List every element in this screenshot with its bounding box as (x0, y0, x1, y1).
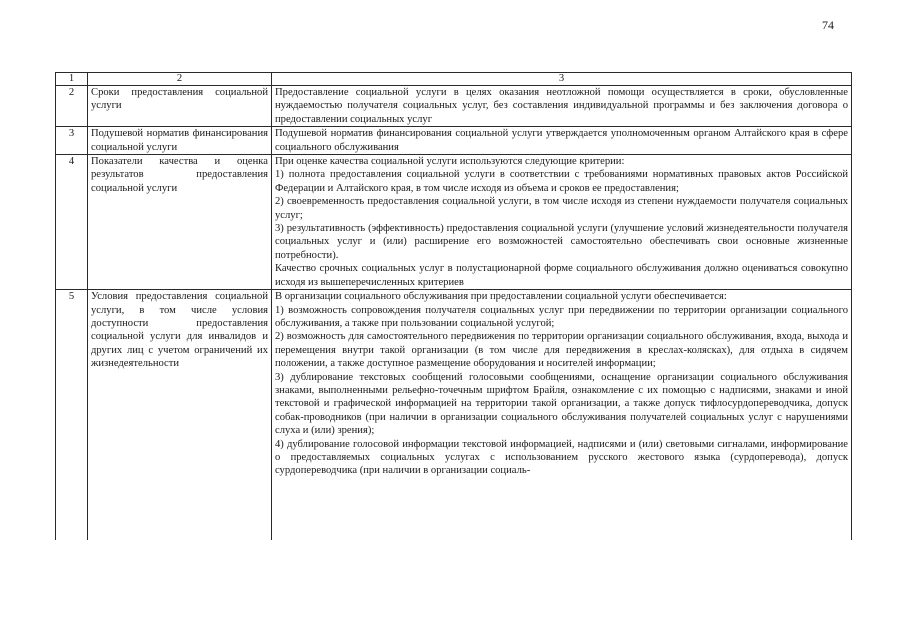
row-number: 3 (56, 127, 88, 155)
description-paragraph: При оценке качества социальной услуги используются следующие критерии: (275, 156, 625, 168)
table-row (56, 155, 852, 290)
row-name: Условия предоставления социальной услуги, в том числе условия доступности предоставления социальной услуги для инвалидов и других лиц с учетом ограничений их жизнедеятельности (88, 290, 272, 541)
row-name: Сроки предоставления социальной услуги (88, 86, 272, 127)
description-paragraph: Качество срочных социальных услуг в полустационарной форме социального обслуживания должно оцениваться совокупно исходя из вышеперечисленных критериев (275, 263, 848, 288)
header-cell-2: 2 (88, 73, 272, 86)
description-paragraph: 1) возможность сопровождения получателя социальных услуг при передвижении по территории организации социального обслуживания, а также при пользовании социальной услугой; (275, 304, 848, 329)
description-paragraph: Предоставление социальной услуги в целях оказания неотложной помощи осуществляется в сроки, обусловленные нуждаемостью получателя социальных услуг, без составления индивидуальной программы и без заключения договора о предоставлении социальных услуг (275, 87, 848, 125)
table-row (56, 290, 852, 541)
row-name: Подушевой норматив финансирования социальной услуги (88, 127, 272, 155)
row-description (272, 86, 852, 127)
row-name: Показатели качества и оценка результатов предоставления социальной услуги (88, 155, 272, 290)
row-number: 2 (56, 86, 88, 127)
description-clip (275, 290, 848, 540)
row-number: 5 (56, 290, 88, 541)
page-number: 74 (822, 18, 834, 32)
description-paragraph: 3) дублирование текстовых сообщений голосовыми сообщениями, оснащение организации социального обслуживания знаками, выполненными рельефно-точечным шрифтом Брайля, ознакомление с их помощью с надписями, знаками и иной текстовой и графической информацией на территории такой организации, а также допуск тифлосурдопереводчика, допуск собак-проводников (при наличии в организации социального обслуживания получателей социальных услуг с нарушениями слуха и (или) зрения); (275, 371, 848, 437)
row-description (272, 155, 852, 290)
description-paragraph: 4) дублирование голосовой информации текстовой информацией, надписями и (или) световыми сигналами, информирование о предоставляемых социальных услугах с использованием русского жестового языка (сурдоперевода), допуск сурдопереводчика (при наличии в организации социаль- (275, 438, 848, 477)
row-description (272, 290, 852, 541)
header-cell-3: 3 (272, 73, 852, 86)
table-row (56, 127, 852, 155)
table-header-row (56, 73, 852, 86)
header-cell-1: 1 (56, 73, 88, 86)
description-paragraph: 2) возможность для самостоятельного передвижения по территории организации социального обслуживания, входа, выхода и перемещения внутри такой организации (в том числе для передвижения в креслах-колясках), для отдыха в сидячем положении, а также доступное размещение оборудования и носителей информации; (275, 331, 848, 370)
description-paragraph: 1) полнота предоставления социальной услуги в соответствии с требованиями нормативных правовых актов Российской Федерации и Алтайского края, в том числе исходя из объема и сроков ее предоставления; (275, 169, 848, 194)
description-paragraph: Подушевой норматив финансирования социальной услуги утверждается уполномоченным органом Алтайского края в сфере социального обслуживания (275, 128, 848, 153)
description-paragraph: 2) своевременность предоставления социальной услуги, в том числе исходя из степени нуждаемости получателя социальных услуг; (275, 196, 848, 221)
description-paragraph: В организации социального обслуживания при предоставлении социальной услуги обеспечивается: (275, 291, 727, 303)
description-paragraph: 3) результативность (эффективность) предоставления социальной услуги (улучшение условий жизнедеятельности получателя социальных услуг и (или) расширение его возможностей самостоятельно обеспечивать свои основные жизненные потребности). (275, 223, 848, 261)
row-description (272, 127, 852, 155)
services-table (55, 72, 852, 540)
row-number: 4 (56, 155, 88, 290)
table-row (56, 86, 852, 127)
